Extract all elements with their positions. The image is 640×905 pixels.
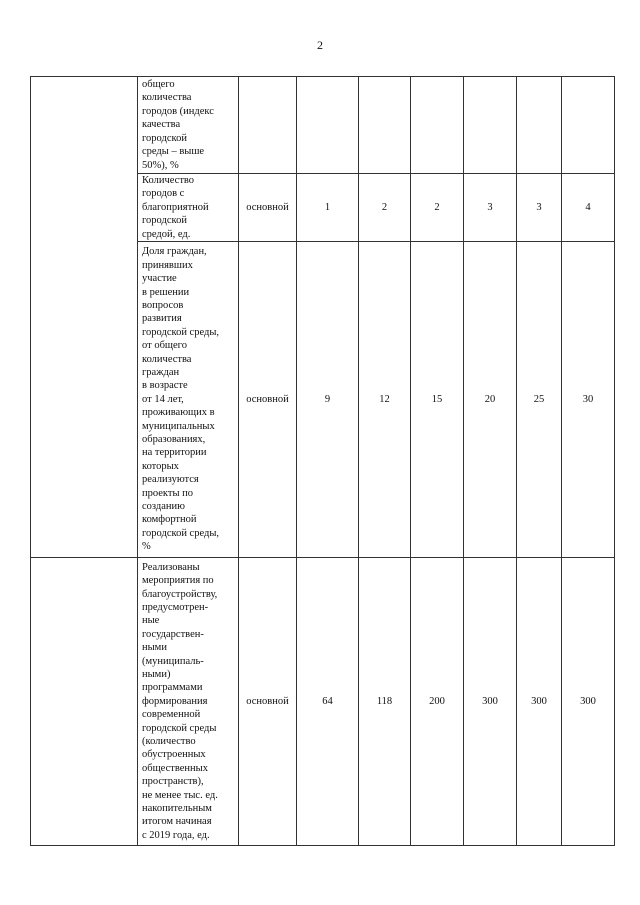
- value-cell: 4: [562, 174, 615, 242]
- page-number: 2: [317, 38, 323, 52]
- value-cell: 300: [562, 558, 615, 846]
- value-cell: [411, 77, 464, 174]
- value-cell: 300: [464, 558, 517, 846]
- value-cell: 3: [464, 174, 517, 242]
- value-cell: 12: [359, 242, 411, 558]
- value-cell: 300: [517, 558, 562, 846]
- table-row: [31, 77, 615, 174]
- value-cell: [464, 77, 517, 174]
- indicator-cell: Доля граждан, принявших участие в решении вопросов развития городской среды, от общего количества граждан в возрасте от 14 лет, проживающих в муниципальных образованиях, на территории которых реализуются проекты по созданию комфортной городской среды, %: [138, 242, 239, 558]
- indicator-cell: Количество городов с благоприятной городской средой, ед.: [138, 174, 239, 242]
- value-cell: [517, 77, 562, 174]
- indicator-cell: Реализованы мероприятия по благоустройству, предусмотрен- ные государствен- ными (муниципаль- ными) программами формирования современной городской среды (количество обустроенных общественных пространств), не менее тыс. ед. накопительным итогом начиная с 2019 года, ед.: [138, 558, 239, 846]
- value-cell: 1: [297, 174, 359, 242]
- value-cell: 118: [359, 558, 411, 846]
- indicators-table: [30, 76, 615, 846]
- group-cell: [31, 77, 138, 558]
- value-cell: 15: [411, 242, 464, 558]
- indicator-type-cell: основной: [239, 174, 297, 242]
- value-cell: 9: [297, 242, 359, 558]
- value-cell: [359, 77, 411, 174]
- value-cell: 2: [411, 174, 464, 242]
- value-cell: 2: [359, 174, 411, 242]
- value-cell: 3: [517, 174, 562, 242]
- indicator-cell: общего количества городов (индекс качества городской среды – выше 50%), %: [138, 77, 239, 174]
- value-cell: [562, 77, 615, 174]
- table-row: [31, 558, 615, 846]
- group-cell: [31, 558, 138, 846]
- value-cell: 20: [464, 242, 517, 558]
- value-cell: 64: [297, 558, 359, 846]
- indicator-type-cell: основной: [239, 242, 297, 558]
- value-cell: 30: [562, 242, 615, 558]
- indicator-type-cell: основной: [239, 558, 297, 846]
- indicator-type-cell: [239, 77, 297, 174]
- value-cell: 25: [517, 242, 562, 558]
- value-cell: [297, 77, 359, 174]
- value-cell: 200: [411, 558, 464, 846]
